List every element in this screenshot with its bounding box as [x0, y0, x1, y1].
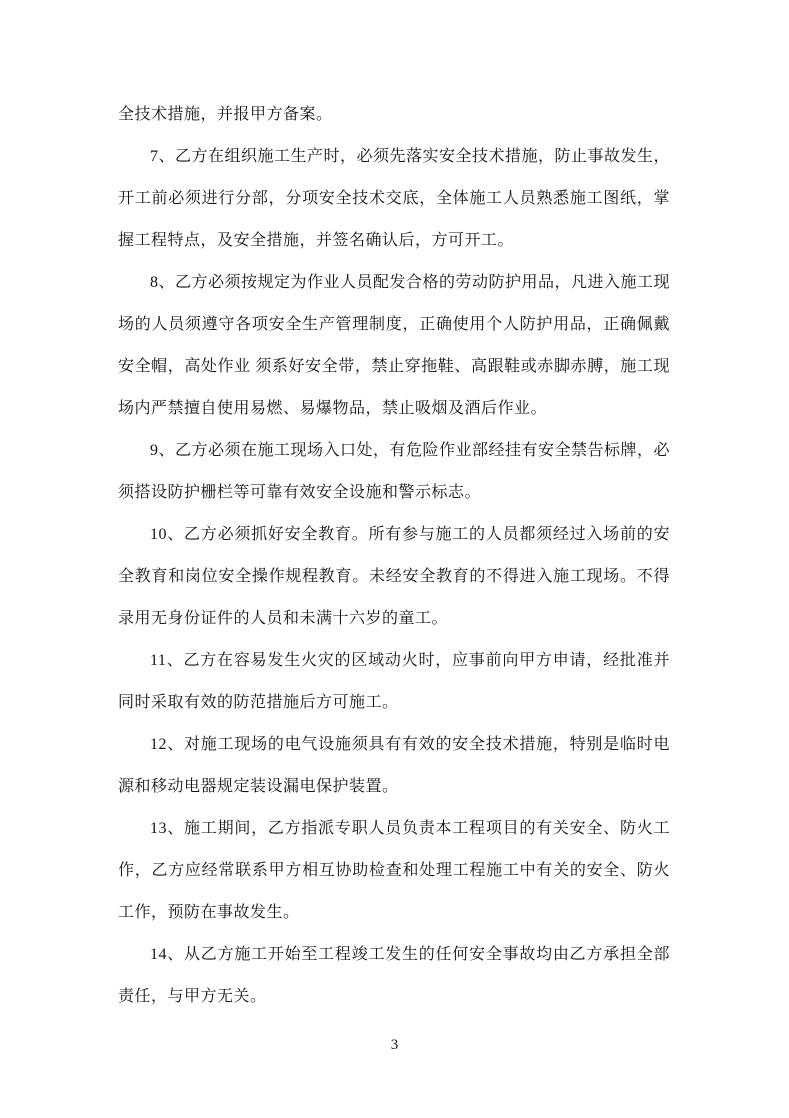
paragraph-clause-13: 13、施工期间，乙方指派专职人员负责本工程项目的有关安全、防火工作，乙方应经常联系甲方相互协助检查和处理工程施工中有关的安全、防火工作，预防在事故发生。: [118, 820, 670, 921]
paragraph-continuation: 全技术措施，并报甲方备案。: [118, 106, 333, 123]
paragraph-clause-14: 14、从乙方施工开始至工程竣工发生的任何安全事故均由乙方承担全部责任，与甲方无关。: [118, 946, 670, 1005]
page-footer: [0, 1030, 789, 1060]
document-body: [118, 94, 670, 1018]
paragraph-clause-12: 12、对施工现场的电气设施须具有有效的安全技术措施，特别是临时电源和移动电器规定装设漏电保护装置。: [118, 736, 670, 795]
paragraph-clause-10: 10、乙方必须抓好安全教育。所有参与施工的人员都须经过入场前的安全教育和岗位安全操作规程教育。未经安全教育的不得进入施工现场。不得录用无身份证件的人员和未满十六岁的童工。: [118, 526, 670, 627]
paragraph-clause-8: 8、乙方必须按规定为作业人员配发合格的劳动防护用品，凡进入施工现场的人员须遵守各项安全生产管理制度，正确使用个人防护用品，正确佩戴安全帽，高处作业 须系好安全带，禁止穿拖鞋、高跟鞋或赤脚赤膊，施工现场内严禁擅自使用易燃、易爆物品，禁止吸烟及酒后作业。: [118, 274, 671, 417]
paragraph-clause-11: 11、乙方在容易发生火灾的区域动火时，应事前向甲方申请，经批准并同时采取有效的防范措施后方可施工。: [118, 652, 670, 711]
paragraph-clause-7: 7、乙方在组织施工生产时，必须先落实安全技术措施，防止事故发生，开工前必须进行分部，分项安全技术交底，全体施工人员熟悉施工图纸，掌握工程特点，及安全措施，并签名确认后，方可开工。: [118, 148, 671, 249]
paragraph-clause-9: 9、乙方必须在施工现场入口处，有危险作业部经挂有安全禁告标牌，必须搭设防护栅栏等可靠有效安全设施和警示标志。: [118, 442, 671, 501]
page-number: 3: [390, 1037, 399, 1053]
